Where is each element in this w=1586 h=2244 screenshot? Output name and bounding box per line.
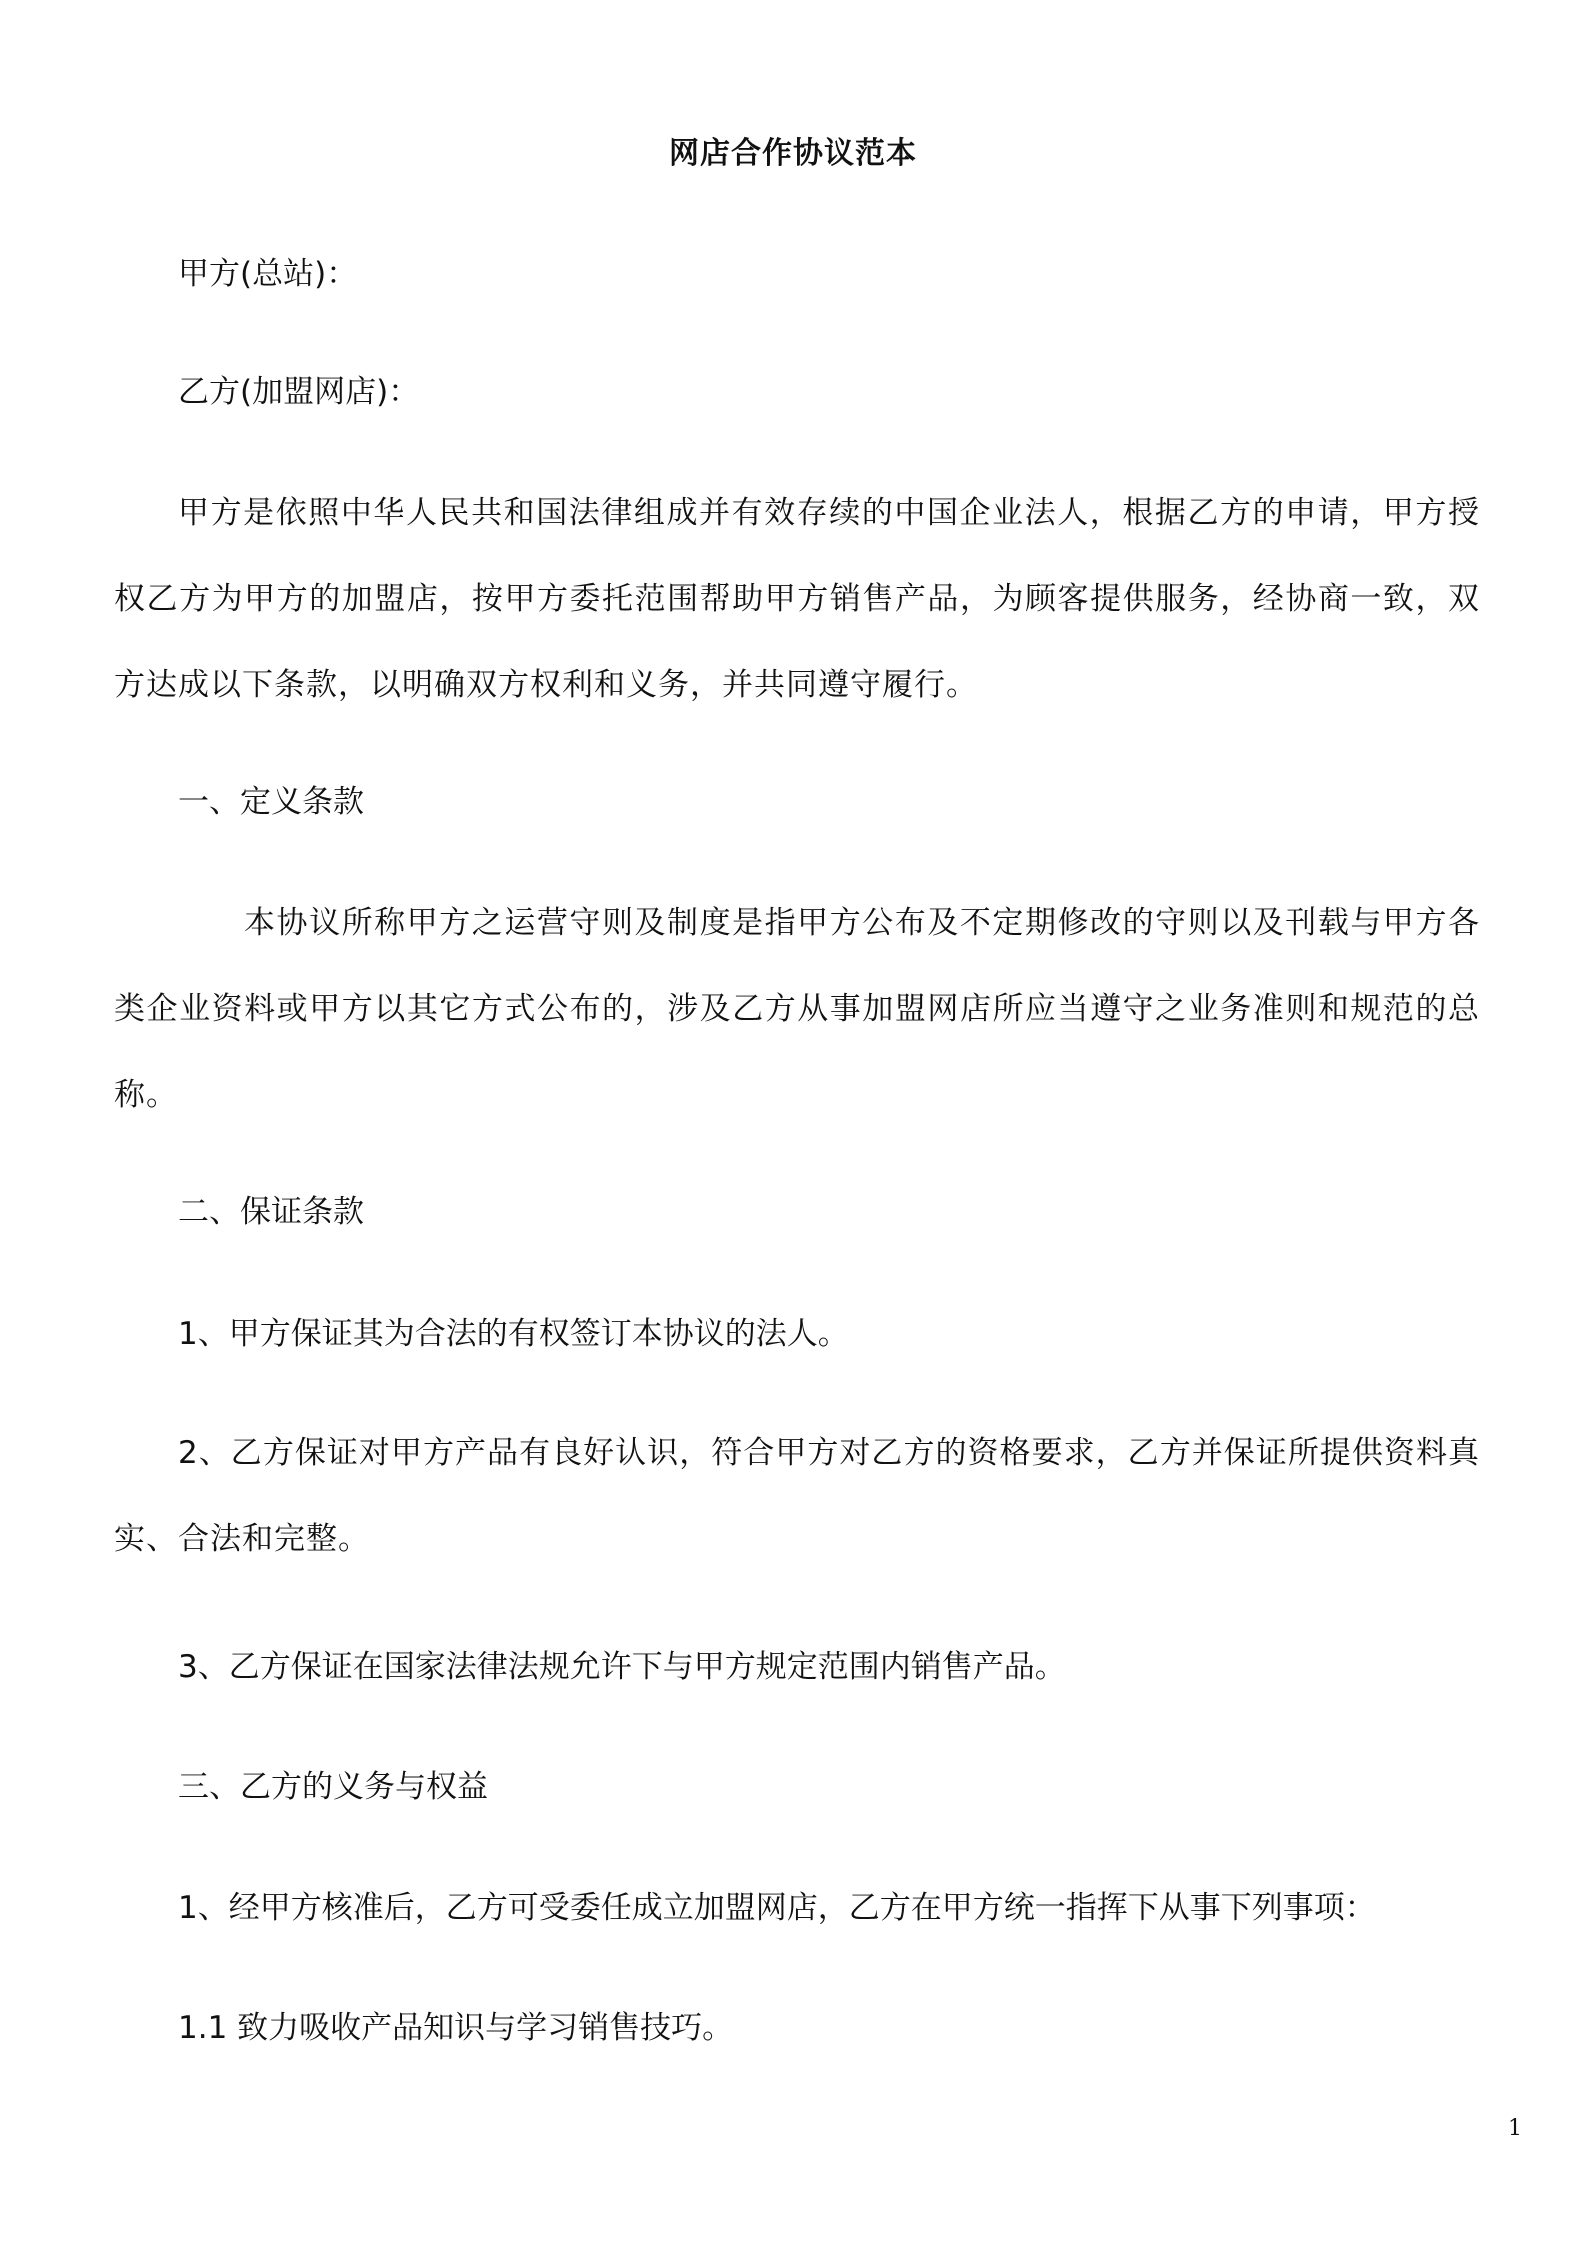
- section1-body: 本协议所称甲方之运营守则及制度是指甲方公布及不定期修改的守则以及刊载与甲方各类企业资料或甲方以其它方式公布的，涉及乙方从事加盟网店所应当遵守之业务准则和规范的总称。: [114, 905, 1480, 1113]
- section2-item-2: 2、乙方保证对甲方产品有良好认识，符合甲方对乙方的资格要求，乙方并保证所提供资料真实、合法和完整。: [114, 1435, 1480, 1557]
- page-number: 1: [1508, 2116, 1522, 2141]
- section2-item-3: 3、乙方保证在国家法律法规允许下与甲方规定范围内销售产品。: [178, 1649, 1066, 1685]
- party-b-label: 乙方(加盟网店)：: [178, 374, 420, 410]
- intro-paragraph: 甲方是依照中华人民共和国法律组成并有效存续的中国企业法人，根据乙方的申请，甲方授权乙方为甲方的加盟店，按甲方委托范围帮助甲方销售产品，为顾客提供服务，经协商一致，双方达成以下条款，以明确双方权利和义务，并共同遵守履行。: [114, 495, 1480, 703]
- section2-item-1: 1、甲方保证其为合法的有权签订本协议的法人。: [178, 1316, 849, 1352]
- section3-item-1: 1、经甲方核准后，乙方可受委任成立加盟网店，乙方在甲方统一指挥下从事下列事项：: [178, 1890, 1376, 1926]
- party-a-label: 甲方(总站)：: [178, 256, 358, 292]
- section3-heading: 三、乙方的义务与权益: [178, 1769, 488, 1805]
- document-title: 网店合作协议范本: [669, 136, 917, 171]
- section3-item-1-1: 1.1 致力吸收产品知识与学习销售技巧。: [178, 2010, 734, 2046]
- section2-heading: 二、保证条款: [178, 1194, 364, 1230]
- section1-heading: 一、定义条款: [178, 784, 364, 820]
